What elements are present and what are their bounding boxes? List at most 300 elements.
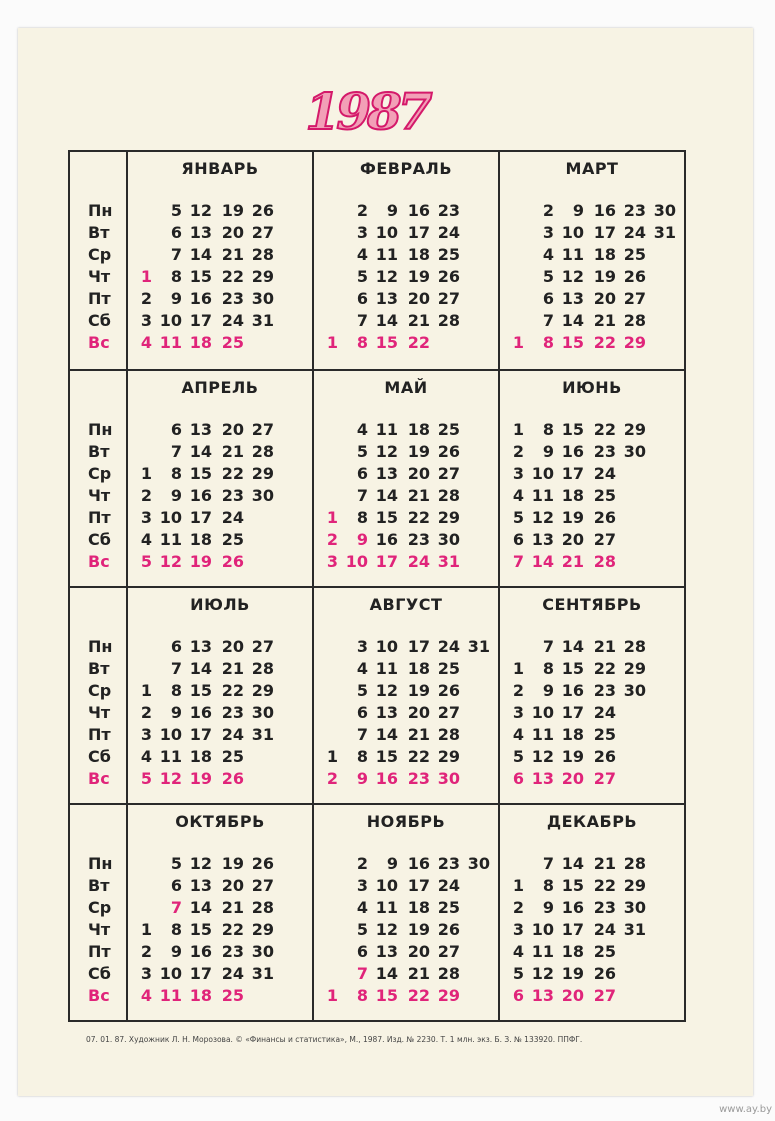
day-number: 7 — [356, 725, 368, 744]
day-number: 4 — [140, 986, 152, 1005]
day-number: 26 — [437, 681, 460, 700]
quarter-row — [70, 586, 684, 805]
day-number: 17 — [189, 508, 212, 527]
day-number: 8 — [542, 420, 554, 439]
day-number: 27 — [593, 986, 616, 1005]
day-number: 13 — [375, 464, 398, 483]
day-number: 19 — [189, 769, 212, 788]
weekday-labels — [70, 371, 128, 588]
day-number: 3 — [140, 311, 152, 330]
weekday-label: Вт — [88, 659, 110, 678]
day-number: 23 — [593, 442, 616, 461]
day-number: 24 — [593, 920, 616, 939]
month-block — [314, 371, 500, 588]
day-number: 10 — [375, 876, 398, 895]
day-number: 2 — [140, 942, 152, 961]
day-number: 7 — [512, 552, 524, 571]
month-name: ФЕВРАЛЬ — [359, 159, 453, 178]
day-number: 5 — [140, 552, 152, 571]
day-number: 21 — [221, 659, 244, 678]
day-number: 12 — [375, 442, 398, 461]
day-number: 3 — [140, 508, 152, 527]
day-number: 30 — [653, 201, 676, 220]
day-number: 18 — [189, 747, 212, 766]
day-number: 12 — [375, 681, 398, 700]
day-number: 6 — [356, 464, 368, 483]
weekday-label: Вс — [88, 552, 110, 571]
day-number: 17 — [189, 725, 212, 744]
weekday-label: Вт — [88, 876, 110, 895]
day-number: 11 — [159, 747, 182, 766]
day-number: 29 — [623, 333, 646, 352]
day-number: 1 — [512, 659, 524, 678]
day-number: 2 — [356, 854, 368, 873]
day-number: 2 — [140, 289, 152, 308]
day-number: 13 — [531, 530, 554, 549]
month-block — [128, 371, 314, 588]
day-number: 10 — [561, 223, 584, 242]
day-number: 16 — [561, 442, 584, 461]
day-number: 11 — [159, 530, 182, 549]
weekday-label: Ср — [88, 681, 112, 700]
day-number: 17 — [189, 311, 212, 330]
day-number: 16 — [189, 703, 212, 722]
day-number: 2 — [326, 530, 338, 549]
day-number: 31 — [467, 637, 490, 656]
day-number: 19 — [561, 964, 584, 983]
day-number: 20 — [593, 289, 616, 308]
day-number: 25 — [437, 420, 460, 439]
day-number: 3 — [326, 552, 338, 571]
day-number: 31 — [251, 311, 274, 330]
day-number: 3 — [542, 223, 554, 242]
day-number: 12 — [189, 854, 212, 873]
day-number: 7 — [356, 311, 368, 330]
day-number: 26 — [437, 920, 460, 939]
day-number: 17 — [407, 223, 430, 242]
weekday-label: Пт — [88, 942, 111, 961]
day-number: 24 — [407, 552, 430, 571]
day-number: 10 — [531, 703, 554, 722]
day-number: 10 — [531, 920, 554, 939]
day-number: 2 — [326, 769, 338, 788]
day-number: 28 — [437, 486, 460, 505]
day-number: 15 — [561, 876, 584, 895]
day-number: 13 — [189, 876, 212, 895]
day-number: 30 — [437, 769, 460, 788]
month-block — [314, 805, 500, 1022]
day-number: 21 — [407, 725, 430, 744]
day-number: 10 — [159, 725, 182, 744]
day-number: 21 — [561, 552, 584, 571]
day-number: 3 — [512, 703, 524, 722]
day-number: 27 — [251, 876, 274, 895]
day-number: 20 — [407, 464, 430, 483]
day-number: 14 — [375, 486, 398, 505]
month-name: АВГУСТ — [369, 595, 443, 614]
day-number: 9 — [542, 898, 554, 917]
day-number: 17 — [375, 552, 398, 571]
day-number: 13 — [189, 420, 212, 439]
day-number: 15 — [375, 986, 398, 1005]
day-number: 5 — [170, 201, 182, 220]
weekday-labels — [70, 805, 128, 1022]
day-number: 30 — [437, 530, 460, 549]
weekday-label: Пт — [88, 725, 111, 744]
day-number: 1 — [140, 464, 152, 483]
day-number: 18 — [407, 659, 430, 678]
day-number: 18 — [189, 986, 212, 1005]
day-number: 16 — [375, 530, 398, 549]
day-number: 25 — [221, 530, 244, 549]
day-number: 19 — [407, 920, 430, 939]
day-number: 29 — [437, 508, 460, 527]
day-number: 19 — [561, 747, 584, 766]
day-number: 4 — [356, 659, 368, 678]
day-number: 7 — [170, 245, 182, 264]
month-block — [314, 152, 500, 369]
month-block — [314, 588, 500, 805]
day-number: 15 — [375, 333, 398, 352]
day-number: 13 — [531, 769, 554, 788]
day-number: 8 — [170, 267, 182, 286]
day-number: 20 — [407, 703, 430, 722]
day-number: 26 — [437, 442, 460, 461]
day-number: 6 — [356, 289, 368, 308]
day-number: 8 — [542, 876, 554, 895]
day-number: 30 — [251, 703, 274, 722]
day-number: 24 — [437, 223, 460, 242]
day-number: 14 — [189, 245, 212, 264]
month-name: ОКТЯБРЬ — [175, 812, 265, 831]
day-number: 16 — [189, 942, 212, 961]
day-number: 15 — [189, 920, 212, 939]
day-number: 1 — [140, 681, 152, 700]
day-number: 29 — [623, 659, 646, 678]
day-number: 12 — [159, 552, 182, 571]
day-number: 16 — [375, 769, 398, 788]
day-number: 23 — [221, 942, 244, 961]
imprint-text: 07. 01. 87. Художник Л. Н. Морозова. © «Финансы и статистика», М., 1987. Изд. № 2230. Т. 1 млн. экз. Б. З. № 133920. ППФГ. — [86, 1035, 583, 1044]
day-number: 20 — [221, 420, 244, 439]
day-number: 11 — [531, 725, 554, 744]
day-number: 11 — [375, 898, 398, 917]
day-number: 2 — [140, 703, 152, 722]
day-number: 31 — [653, 223, 676, 242]
day-number: 11 — [531, 486, 554, 505]
day-number: 6 — [512, 986, 524, 1005]
day-number: 24 — [221, 964, 244, 983]
day-number: 16 — [407, 201, 430, 220]
day-number: 10 — [531, 464, 554, 483]
day-number: 9 — [170, 942, 182, 961]
day-number: 25 — [593, 942, 616, 961]
day-number: 2 — [542, 201, 554, 220]
day-number: 27 — [251, 637, 274, 656]
day-number: 27 — [593, 530, 616, 549]
day-number: 25 — [623, 245, 646, 264]
day-number: 15 — [189, 681, 212, 700]
day-number: 7 — [356, 964, 368, 983]
day-number: 18 — [407, 898, 430, 917]
day-number: 1 — [512, 333, 524, 352]
day-number: 6 — [512, 530, 524, 549]
day-number: 11 — [561, 245, 584, 264]
day-number: 2 — [356, 201, 368, 220]
day-number: 19 — [221, 854, 244, 873]
day-number: 30 — [251, 289, 274, 308]
day-number: 13 — [189, 223, 212, 242]
day-number: 23 — [407, 769, 430, 788]
day-number: 17 — [561, 920, 584, 939]
day-number: 19 — [561, 508, 584, 527]
day-number: 5 — [170, 854, 182, 873]
day-number: 26 — [221, 769, 244, 788]
day-number: 20 — [561, 769, 584, 788]
day-number: 30 — [623, 681, 646, 700]
calendar-grid — [68, 150, 686, 1022]
day-number: 10 — [375, 223, 398, 242]
month-block — [500, 805, 684, 1022]
day-number: 14 — [375, 964, 398, 983]
day-number: 5 — [356, 681, 368, 700]
day-number: 17 — [407, 637, 430, 656]
day-number: 6 — [170, 637, 182, 656]
day-number: 24 — [593, 464, 616, 483]
day-number: 25 — [437, 659, 460, 678]
day-number: 12 — [375, 267, 398, 286]
day-number: 4 — [512, 942, 524, 961]
day-number: 6 — [170, 876, 182, 895]
day-number: 21 — [593, 637, 616, 656]
day-number: 26 — [593, 747, 616, 766]
weekday-label: Пн — [88, 637, 113, 656]
month-block — [128, 152, 314, 369]
day-number: 9 — [386, 201, 398, 220]
day-number: 24 — [221, 725, 244, 744]
day-number: 23 — [221, 289, 244, 308]
day-number: 14 — [189, 659, 212, 678]
day-number: 31 — [251, 725, 274, 744]
day-number: 9 — [170, 486, 182, 505]
day-number: 29 — [251, 681, 274, 700]
day-number: 22 — [593, 333, 616, 352]
day-number: 9 — [542, 681, 554, 700]
weekday-label: Чт — [88, 486, 111, 505]
day-number: 22 — [593, 420, 616, 439]
month-name: МАРТ — [565, 159, 619, 178]
day-number: 20 — [221, 637, 244, 656]
day-number: 27 — [437, 464, 460, 483]
day-number: 31 — [437, 552, 460, 571]
day-number: 8 — [170, 920, 182, 939]
day-number: 3 — [512, 920, 524, 939]
quarter-row — [70, 803, 684, 1022]
day-number: 18 — [561, 486, 584, 505]
day-number: 4 — [356, 245, 368, 264]
day-number: 28 — [437, 311, 460, 330]
day-number: 3 — [356, 223, 368, 242]
day-number: 19 — [407, 681, 430, 700]
day-number: 8 — [170, 464, 182, 483]
day-number: 23 — [437, 201, 460, 220]
day-number: 5 — [356, 442, 368, 461]
month-name: ЯНВАРЬ — [181, 159, 259, 178]
day-number: 10 — [159, 508, 182, 527]
day-number: 6 — [170, 223, 182, 242]
day-number: 8 — [356, 747, 368, 766]
day-number: 14 — [375, 311, 398, 330]
day-number: 23 — [623, 201, 646, 220]
day-number: 28 — [623, 311, 646, 330]
day-number: 1 — [326, 333, 338, 352]
month-name: ИЮЛЬ — [190, 595, 250, 614]
day-number: 7 — [542, 854, 554, 873]
day-number: 12 — [531, 747, 554, 766]
weekday-labels — [70, 152, 128, 369]
day-number: 25 — [593, 725, 616, 744]
weekday-label: Вт — [88, 442, 110, 461]
day-number: 22 — [221, 681, 244, 700]
day-number: 3 — [356, 637, 368, 656]
day-number: 21 — [221, 245, 244, 264]
day-number: 14 — [561, 637, 584, 656]
day-number: 6 — [356, 942, 368, 961]
day-number: 2 — [512, 898, 524, 917]
weekday-label: Вт — [88, 223, 110, 242]
day-number: 4 — [512, 486, 524, 505]
day-number: 19 — [407, 267, 430, 286]
day-number: 17 — [561, 703, 584, 722]
day-number: 22 — [593, 876, 616, 895]
weekday-label: Пт — [88, 508, 111, 527]
day-number: 26 — [593, 508, 616, 527]
day-number: 4 — [512, 725, 524, 744]
day-number: 18 — [407, 245, 430, 264]
day-number: 6 — [542, 289, 554, 308]
day-number: 20 — [407, 289, 430, 308]
day-number: 6 — [170, 420, 182, 439]
day-number: 7 — [170, 442, 182, 461]
month-name: ИЮНЬ — [562, 378, 622, 397]
day-number: 11 — [159, 986, 182, 1005]
day-number: 16 — [561, 898, 584, 917]
day-number: 18 — [407, 420, 430, 439]
day-number: 19 — [189, 552, 212, 571]
day-number: 8 — [356, 986, 368, 1005]
day-number: 30 — [623, 442, 646, 461]
day-number: 21 — [407, 311, 430, 330]
day-number: 9 — [170, 289, 182, 308]
day-number: 4 — [542, 245, 554, 264]
day-number: 1 — [512, 420, 524, 439]
day-number: 20 — [561, 986, 584, 1005]
day-number: 25 — [221, 986, 244, 1005]
day-number: 22 — [593, 659, 616, 678]
day-number: 10 — [159, 964, 182, 983]
day-number: 26 — [437, 267, 460, 286]
day-number: 23 — [593, 681, 616, 700]
day-number: 14 — [189, 898, 212, 917]
day-number: 22 — [221, 920, 244, 939]
day-number: 20 — [221, 876, 244, 895]
weekday-label: Сб — [88, 964, 111, 983]
day-number: 21 — [221, 442, 244, 461]
day-number: 22 — [407, 333, 430, 352]
weekday-label: Чт — [88, 267, 111, 286]
day-number: 20 — [407, 942, 430, 961]
weekday-label: Вс — [88, 769, 110, 788]
day-number: 21 — [593, 854, 616, 873]
day-number: 3 — [140, 964, 152, 983]
day-number: 29 — [623, 876, 646, 895]
day-number: 7 — [356, 486, 368, 505]
day-number: 19 — [407, 442, 430, 461]
year-title: 1987 — [305, 82, 429, 141]
day-number: 19 — [221, 201, 244, 220]
day-number: 27 — [251, 223, 274, 242]
weekday-label: Ср — [88, 464, 112, 483]
day-number: 5 — [542, 267, 554, 286]
day-number: 29 — [623, 420, 646, 439]
day-number: 9 — [356, 769, 368, 788]
day-number: 15 — [561, 659, 584, 678]
day-number: 17 — [561, 464, 584, 483]
day-number: 11 — [375, 659, 398, 678]
day-number: 4 — [356, 898, 368, 917]
day-number: 6 — [356, 703, 368, 722]
day-number: 30 — [467, 854, 490, 873]
weekday-label: Пн — [88, 420, 113, 439]
day-number: 25 — [437, 898, 460, 917]
day-number: 7 — [170, 898, 182, 917]
day-number: 12 — [189, 201, 212, 220]
day-number: 4 — [140, 747, 152, 766]
day-number: 18 — [593, 245, 616, 264]
day-number: 26 — [251, 854, 274, 873]
quarter-row — [70, 152, 684, 369]
day-number: 18 — [561, 942, 584, 961]
day-number: 28 — [437, 964, 460, 983]
day-number: 28 — [437, 725, 460, 744]
day-number: 13 — [561, 289, 584, 308]
day-number: 14 — [561, 854, 584, 873]
day-number: 5 — [512, 508, 524, 527]
day-number: 8 — [542, 333, 554, 352]
day-number: 13 — [375, 289, 398, 308]
day-number: 14 — [561, 311, 584, 330]
weekday-label: Ср — [88, 245, 112, 264]
day-number: 23 — [593, 898, 616, 917]
day-number: 3 — [356, 876, 368, 895]
day-number: 26 — [593, 964, 616, 983]
day-number: 20 — [221, 223, 244, 242]
day-number: 31 — [251, 964, 274, 983]
day-number: 1 — [140, 267, 152, 286]
day-number: 25 — [221, 747, 244, 766]
day-number: 1 — [326, 986, 338, 1005]
day-number: 17 — [189, 964, 212, 983]
day-number: 25 — [593, 486, 616, 505]
day-number: 24 — [221, 311, 244, 330]
day-number: 26 — [251, 201, 274, 220]
day-number: 22 — [407, 747, 430, 766]
day-number: 29 — [251, 464, 274, 483]
day-number: 7 — [542, 311, 554, 330]
weekday-label: Вс — [88, 986, 110, 1005]
day-number: 24 — [437, 637, 460, 656]
day-number: 5 — [356, 267, 368, 286]
